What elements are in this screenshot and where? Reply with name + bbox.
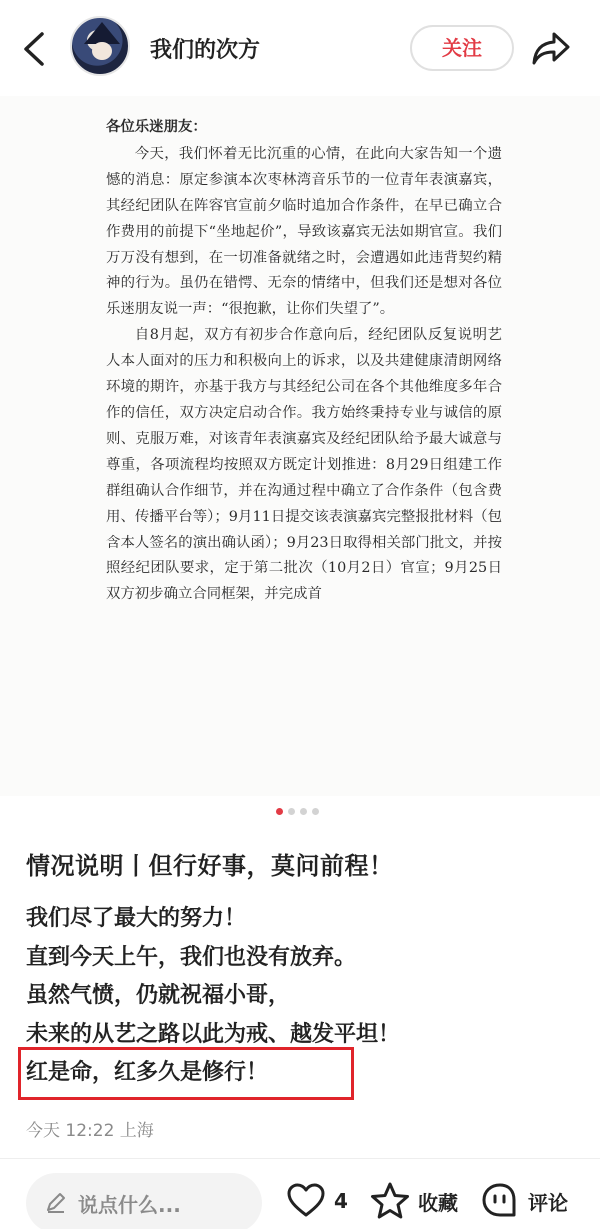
- heart-icon: [286, 1181, 326, 1221]
- avatar[interactable]: [70, 16, 130, 76]
- carousel-indicator: [276, 808, 319, 818]
- follow-button[interactable]: 关注: [410, 25, 514, 71]
- post-title: 情况说明丨但行好事，莫问前程！: [26, 852, 394, 880]
- carousel-dot-active: [276, 808, 283, 815]
- back-arrow-icon[interactable]: [18, 30, 52, 68]
- favorite-label: 收藏: [418, 1190, 458, 1215]
- document-image[interactable]: [0, 96, 600, 796]
- comment-placeholder: 说点什么...: [78, 1193, 181, 1217]
- post-line: 虽然气愤，仍就祝福小哥，: [26, 983, 291, 1008]
- carousel-dot: [300, 808, 307, 815]
- post-line-highlighted: 红是命，红多久是修行！: [26, 1060, 269, 1085]
- post-line: 直到今天上午，我们也没有放弃。: [26, 944, 357, 970]
- like-count: 4: [334, 1189, 348, 1213]
- post-meta: 今天 12:22 上海: [26, 1121, 154, 1141]
- document-paragraph-1: 今天，我们怀着无比沉重的心情，在此向大家告知一个遗憾的消息：原定参演本次枣林湾音乐节的一位青年表演嘉宾，其经纪团队在阵容官宣前夕临时追加合作条件，在早已确立合作费用的前提下“坐地起价”，导致该嘉宾无法如期官宣。我们万万没有想到，在一切准备就绪之时，会遭遇如此违背契约精神的行为。虽仍在错愕、无奈的情绪中，但我们还是想对各位乐迷朋友说一声：“很抱歉，让你们失望了”。: [106, 145, 502, 318]
- post-line: 未来的从艺之路以此为戒、越发平坦！: [26, 1021, 401, 1047]
- document-paragraph-2: 自8月起，双方有初步合作意向后，经纪团队反复说明艺人本人面对的压力和积极向上的诉求，以及共建健康清朗网络环境的期许，亦基于我方与其经纪公司在各个其他维度多年合作的信任，双方决定启动合作。我方始终秉持专业与诚信的原则、克服万难，对该青年表演嘉宾及经纪团队给予最大诚意与尊重，各项流程均按照双方既定计划推进：8月29日组建工作群组确认合作细节，并在沟通过程中确立了合作条件（包含费用、传播平台等）；9月11日提交该表演嘉宾完整报批材料（包含本人签名的演出确认函）；9月23日取得相关部门批文，并按照经纪团队要求，定于第二批次（10月2日）官宣；9月25日双方初步确立合同框架，并完成首: [106, 327, 502, 603]
- bottom-action-bar: [0, 1158, 600, 1229]
- comment-bubble-icon: [480, 1181, 520, 1221]
- comment-input[interactable]: [26, 1173, 262, 1229]
- top-header: [0, 0, 600, 96]
- author-name[interactable]: 我们的次方: [150, 38, 261, 63]
- favorite-button[interactable]: [370, 1181, 458, 1221]
- star-icon: [370, 1181, 410, 1221]
- comment-label: 评论: [528, 1190, 568, 1215]
- post-line: 我们尽了最大的努力！: [26, 906, 247, 931]
- red-highlight-box: [18, 1047, 354, 1100]
- document-greeting: 各位乐迷朋友：: [106, 118, 207, 135]
- like-button[interactable]: [286, 1181, 348, 1221]
- pencil-icon: [44, 1190, 68, 1214]
- carousel-dot: [288, 808, 295, 815]
- share-arrow-icon[interactable]: [530, 28, 572, 68]
- document-text: [106, 114, 502, 608]
- carousel-dot: [312, 808, 319, 815]
- comment-button[interactable]: [480, 1181, 568, 1221]
